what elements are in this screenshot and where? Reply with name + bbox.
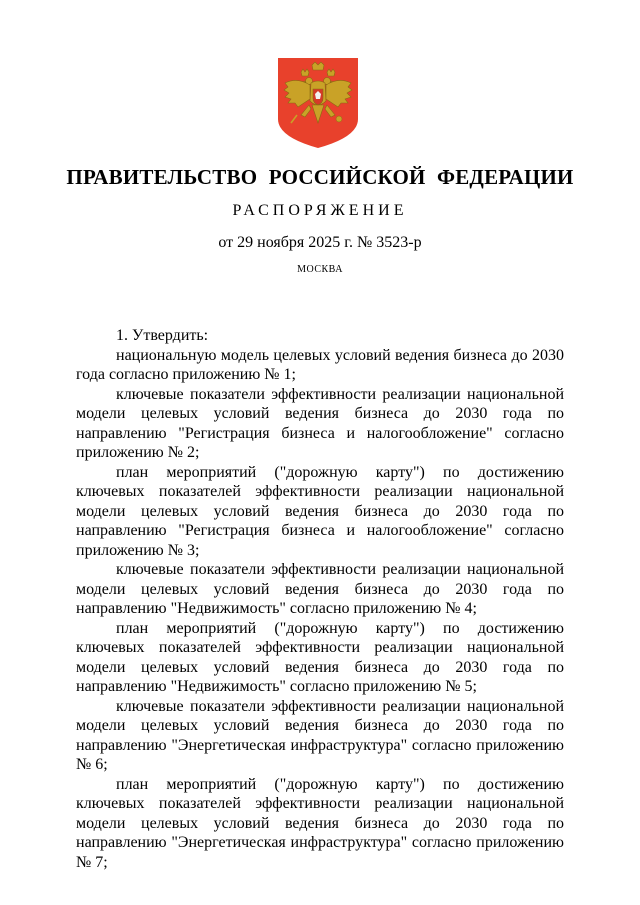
document-city: МОСКВА bbox=[297, 264, 343, 275]
document-body bbox=[76, 326, 564, 872]
paragraph: 1. Утвердить: bbox=[116, 327, 209, 344]
paragraph: ключевые показатели эффективности реализации национальной модели целевых условий ведения бизнеса до 2030 года по направлению "Энергетическая инфраструктура" согласно приложению № 6; bbox=[76, 697, 564, 773]
paragraph: план мероприятий ("дорожную карту") по достижению ключевых показателей эффективности реализации национальной модели целевых условий ведения бизнеса до 2030 года по направлению "Недвижимость" согласно приложению № 5; bbox=[76, 619, 564, 695]
government-title: ПРАВИТЕЛЬСТВО РОССИЙСКОЙ ФЕДЕРАЦИИ bbox=[66, 165, 574, 189]
coat-of-arms-icon bbox=[277, 57, 359, 149]
paragraph: план мероприятий ("дорожную карту") по достижению ключевых показателей эффективности реализации национальной модели целевых условий ведения бизнеса до 2030 года по направлению "Регистрация бизнеса и налогообложение" согласно приложению № 3; bbox=[76, 463, 564, 559]
paragraph: ключевые показатели эффективности реализации национальной модели целевых условий ведения бизнеса до 2030 года по направлению "Недвижимость" согласно приложению № 4; bbox=[76, 561, 564, 617]
paragraph: ключевые показатели эффективности реализации национальной модели целевых условий ведения бизнеса до 2030 года по направлению "Регистрация бизнеса и налогообложение" согласно приложению № 2; bbox=[76, 385, 564, 461]
paragraph: национальную модель целевых условий ведения бизнеса до 2030 года согласно приложению № 1; bbox=[76, 346, 564, 383]
paragraph: план мероприятий ("дорожную карту") по достижению ключевых показателей эффективности реализации национальной модели целевых условий ведения бизнеса до 2030 года по направлению "Энергетическая инфраструктура" согласно приложению № 7; bbox=[76, 775, 564, 871]
document-type: РАСПОРЯЖЕНИЕ bbox=[232, 202, 408, 219]
document-date-number: от 29 ноября 2025 г. № 3523-р bbox=[218, 234, 422, 251]
